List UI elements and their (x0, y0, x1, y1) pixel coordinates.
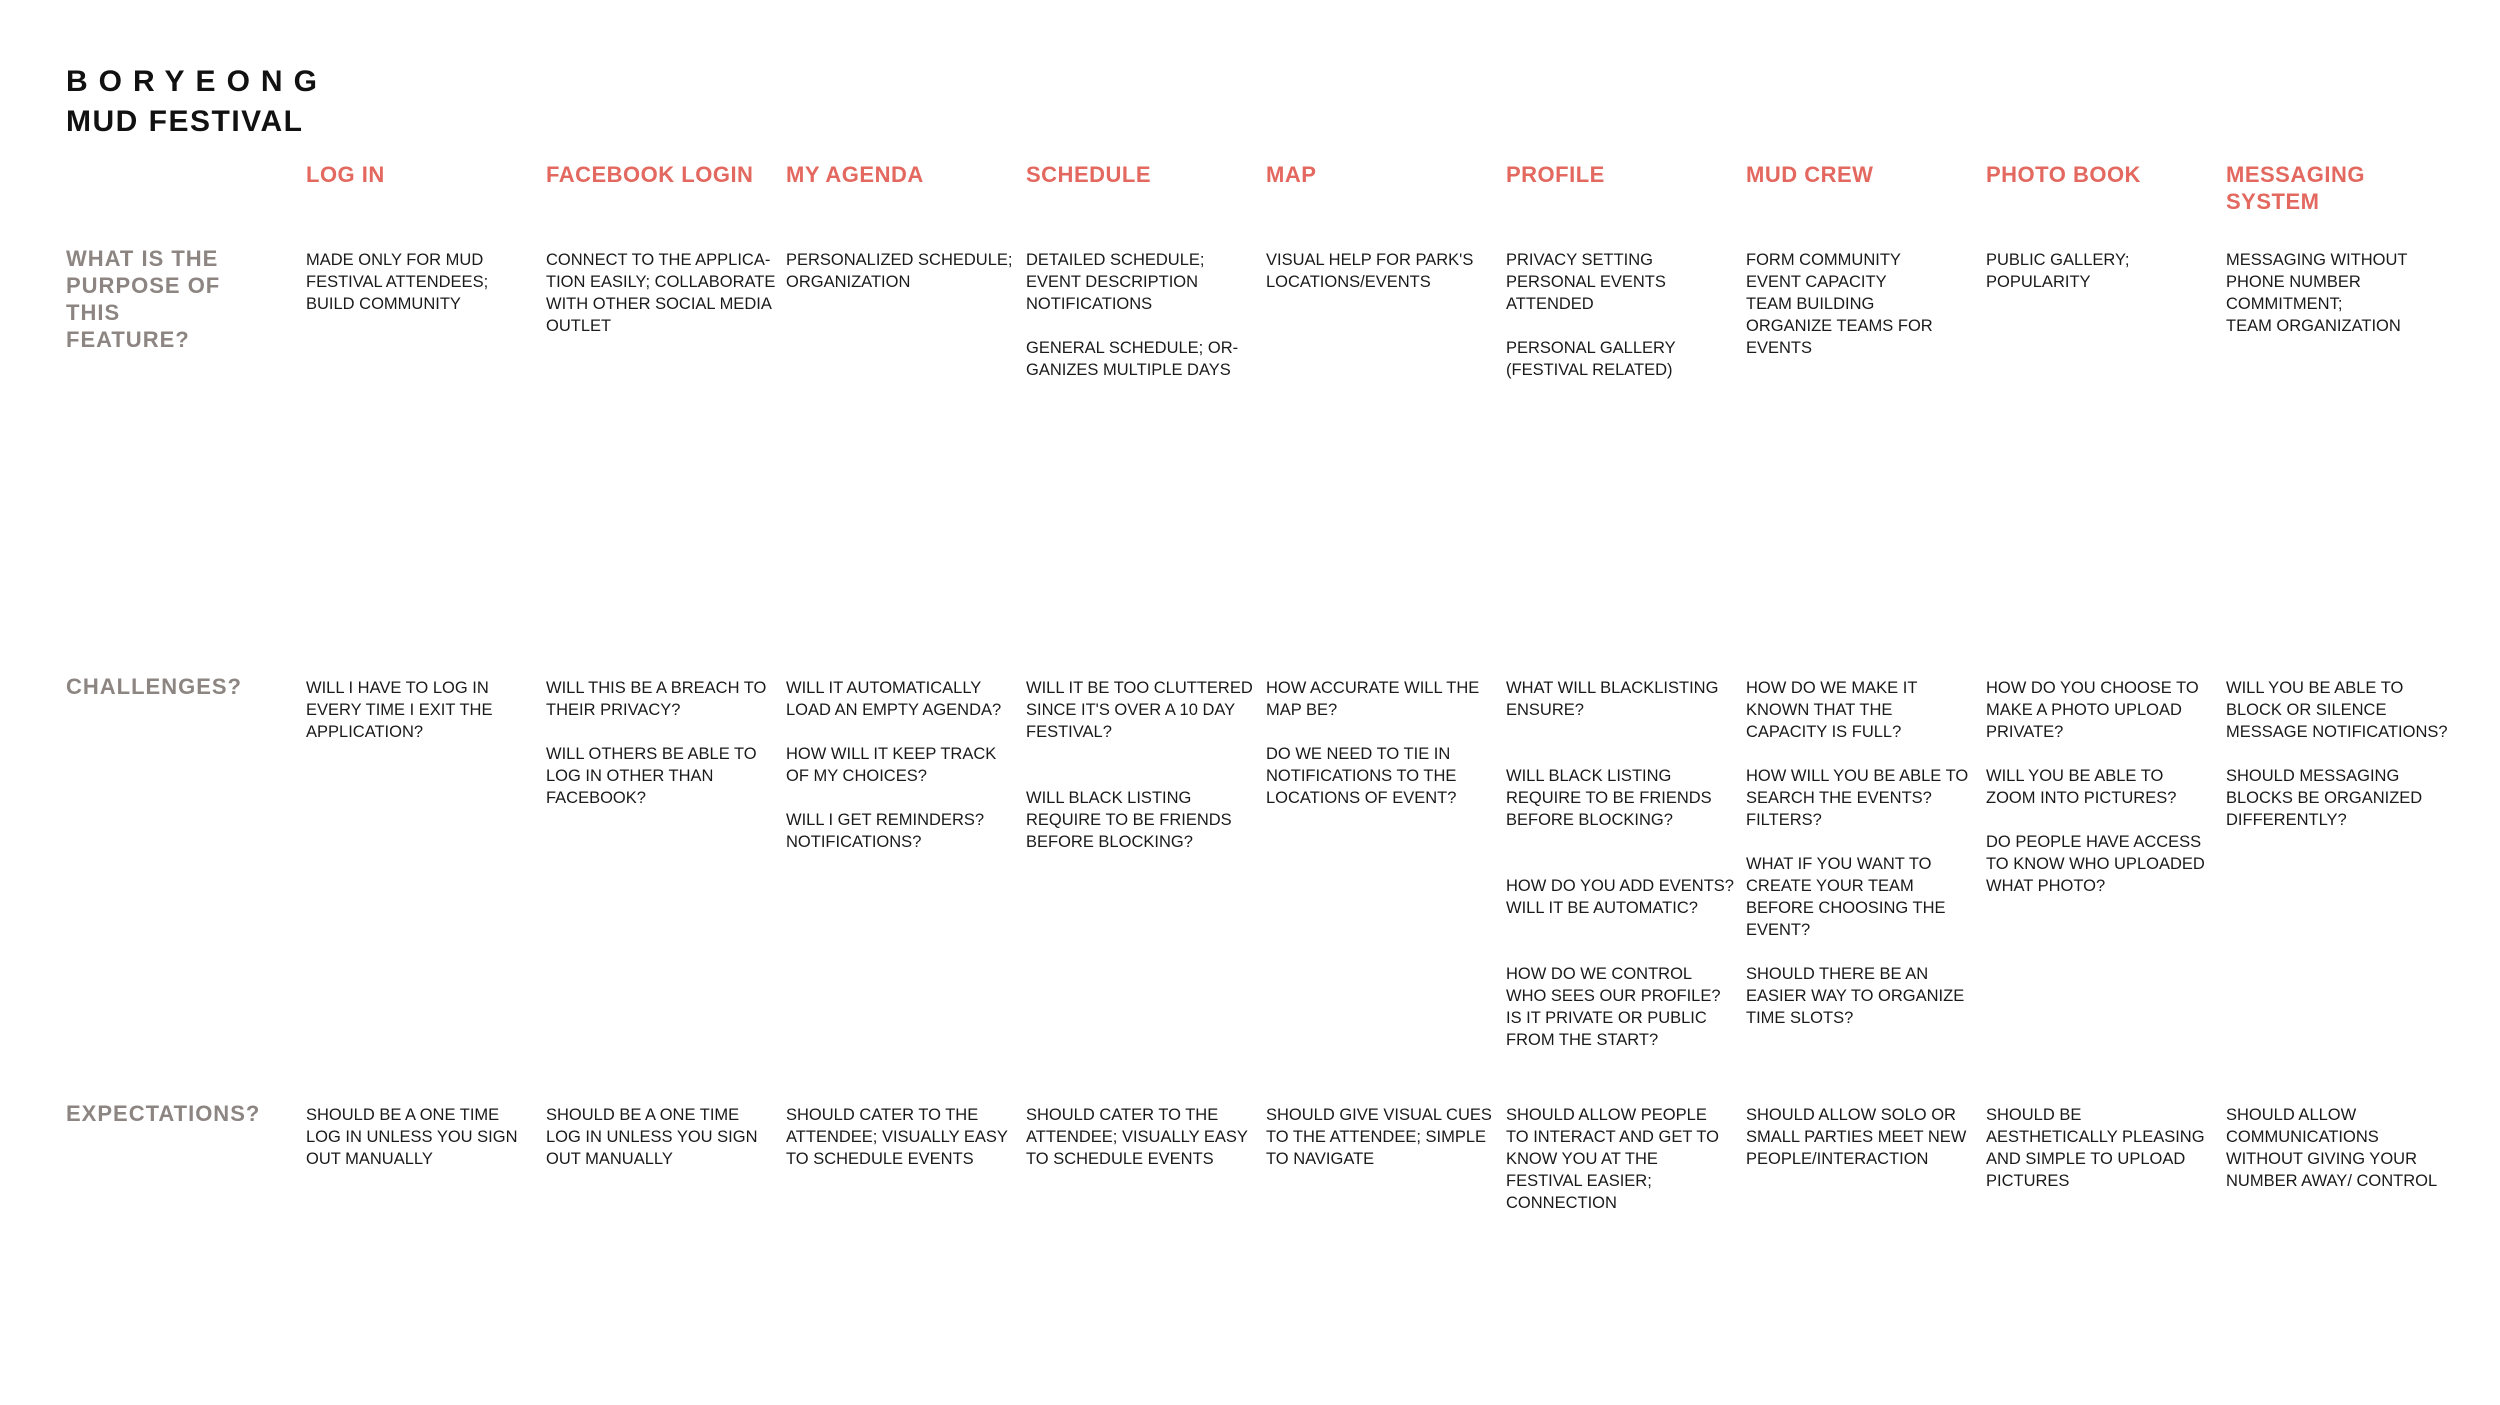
row-label-expectations: EXPECTATIONS? (66, 1101, 261, 1126)
cell-paragraph: SHOULD GIVE VISUAL CUES TO THE ATTENDEE; SIMPLE TO NAVIGATE (1266, 1106, 1492, 1168)
column-heading-messaging-system: MESSAGING SYSTEM (2226, 162, 2365, 214)
cell-challenges-facebook-login (546, 677, 776, 809)
cell-purpose-mud-crew (1746, 249, 1976, 359)
cell-paragraph: WHAT IF YOU WANT TO CREATE YOUR TEAM BEFORE CHOOSING THE EVENT? (1746, 855, 1946, 939)
cell-paragraph: HOW WILL IT KEEP TRACK OF MY CHOICES? (786, 745, 997, 785)
cell-paragraph: MADE ONLY FOR MUD FESTIVAL ATTENDEES; BUILD COMMUNITY (306, 251, 489, 313)
cell-paragraph: SHOULD CATER TO THE ATTENDEE; VISUALLY EASY TO SCHEDULE EVENTS (786, 1106, 1008, 1168)
title-line-1: BORYEONG (66, 65, 328, 98)
cell-paragraph: DO PEOPLE HAVE ACCESS TO KNOW WHO UPLOADED WHAT PHOTO? (1986, 833, 2205, 895)
cell-paragraph: WILL THIS BE A BREACH TO THEIR PRIVACY? (546, 679, 767, 719)
cell-paragraph: WILL I GET REMINDERS? NOTIFICATIONS? (786, 811, 985, 851)
column-heading-map: MAP (1266, 162, 1317, 187)
cell-purpose-profile (1506, 249, 1736, 381)
cell-expectations-mud-crew (1746, 1104, 1976, 1170)
cell-paragraph: HOW DO YOU CHOOSE TO MAKE A PHOTO UPLOAD PRIVATE? (1986, 679, 2199, 741)
page-title (66, 62, 328, 142)
cell-purpose-messaging-system (2226, 249, 2456, 337)
cell-expectations-map (1266, 1104, 1496, 1170)
cell-paragraph: DO WE NEED TO TIE IN NOTIFICATIONS TO THE LOCATIONS OF EVENT? (1266, 745, 1457, 807)
cell-paragraph: CONNECT TO THE APPLICA- TION EASILY; COLLABORATE WITH OTHER SOCIAL MEDIA OUTLET (546, 251, 776, 335)
column-heading-my-agenda: MY AGENDA (786, 162, 924, 187)
cell-paragraph: PERSONALIZED SCHEDULE; ORGANIZATION (786, 251, 1013, 291)
cell-challenges-messaging-system (2226, 677, 2456, 831)
row-label-purpose: WHAT IS THE PURPOSE OF THIS FEATURE? (66, 246, 221, 352)
cell-paragraph: SHOULD ALLOW COMMUNICATIONS WITHOUT GIVING YOUR NUMBER AWAY/ CONTROL (2226, 1106, 2438, 1190)
cell-paragraph: HOW DO WE MAKE IT KNOWN THAT THE CAPACITY IS FULL? (1746, 679, 1918, 741)
cell-paragraph: VISUAL HELP FOR PARK'S LOCATIONS/EVENTS (1266, 251, 1474, 291)
cell-paragraph: WILL I HAVE TO LOG IN EVERY TIME I EXIT THE APPLICATION? (306, 679, 493, 741)
cell-paragraph: WILL YOU BE ABLE TO BLOCK OR SILENCE MESSAGE NOTIFICATIONS? (2226, 679, 2448, 741)
cell-expectations-photo-book (1986, 1104, 2216, 1192)
cell-paragraph: HOW DO WE CONTROL WHO SEES OUR PROFILE? IS IT PRIVATE OR PUBLIC FROM THE START? (1506, 965, 1721, 1049)
cell-paragraph: SHOULD BE AESTHETICALLY PLEASING AND SIMPLE TO UPLOAD PICTURES (1986, 1106, 2205, 1190)
row-label-challenges: CHALLENGES? (66, 674, 242, 699)
cell-challenges-my-agenda (786, 677, 1016, 853)
column-heading-photo-book: PHOTO BOOK (1986, 162, 2141, 187)
cell-paragraph: SHOULD THERE BE AN EASIER WAY TO ORGANIZE TIME SLOTS? (1746, 965, 1965, 1027)
cell-paragraph: WILL BLACK LISTING REQUIRE TO BE FRIENDS BEFORE BLOCKING? (1026, 789, 1232, 851)
cell-expectations-facebook-login (546, 1104, 776, 1170)
cell-expectations-log-in (306, 1104, 536, 1170)
cell-challenges-schedule (1026, 677, 1256, 853)
cell-challenges-mud-crew (1746, 677, 1976, 1029)
cell-challenges-log-in (306, 677, 536, 743)
cell-paragraph: WILL OTHERS BE ABLE TO LOG IN OTHER THAN FACEBOOK? (546, 745, 757, 807)
cell-paragraph: DETAILED SCHEDULE; EVENT DESCRIPTION NOTIFICATIONS (1026, 251, 1205, 313)
cell-expectations-messaging-system (2226, 1104, 2456, 1192)
cell-paragraph: WILL YOU BE ABLE TO ZOOM INTO PICTURES? (1986, 767, 2177, 807)
cell-paragraph: FORM COMMUNITY EVENT CAPACITY TEAM BUILDING ORGANIZE TEAMS FOR EVENTS (1746, 251, 1933, 357)
cell-paragraph: WILL IT AUTOMATICALLY LOAD AN EMPTY AGENDA? (786, 679, 1002, 719)
cell-paragraph: WILL IT BE TOO CLUTTERED SINCE IT'S OVER A 10 DAY FESTIVAL? (1026, 679, 1253, 741)
cell-purpose-map (1266, 249, 1496, 293)
cell-paragraph: SHOULD BE A ONE TIME LOG IN UNLESS YOU SIGN OUT MANUALLY (546, 1106, 758, 1168)
column-heading-log-in: LOG IN (306, 162, 385, 187)
column-heading-profile: PROFILE (1506, 162, 1605, 187)
cell-purpose-photo-book (1986, 249, 2216, 293)
title-line-2: MUD FESTIVAL (66, 105, 304, 138)
column-heading-facebook-login: FACEBOOK LOGIN (546, 162, 754, 187)
cell-challenges-profile (1506, 677, 1736, 1051)
cell-paragraph: MESSAGING WITHOUT PHONE NUMBER COMMITMENT; TEAM ORGANIZATION (2226, 251, 2408, 335)
cell-expectations-my-agenda (786, 1104, 1016, 1170)
cell-purpose-schedule (1026, 249, 1256, 381)
column-heading-schedule: SCHEDULE (1026, 162, 1152, 187)
cell-paragraph: SHOULD CATER TO THE ATTENDEE; VISUALLY EASY TO SCHEDULE EVENTS (1026, 1106, 1248, 1168)
cell-purpose-my-agenda (786, 249, 1016, 293)
cell-paragraph: HOW WILL YOU BE ABLE TO SEARCH THE EVENTS? FILTERS? (1746, 767, 1969, 829)
cell-expectations-profile (1506, 1104, 1736, 1214)
cell-paragraph: WILL BLACK LISTING REQUIRE TO BE FRIENDS BEFORE BLOCKING? (1506, 767, 1712, 829)
cell-challenges-map (1266, 677, 1496, 809)
column-heading-mud-crew: MUD CREW (1746, 162, 1874, 187)
cell-purpose-facebook-login (546, 249, 776, 337)
cell-challenges-photo-book (1986, 677, 2216, 897)
cell-paragraph: HOW ACCURATE WILL THE MAP BE? (1266, 679, 1480, 719)
cell-paragraph: HOW DO YOU ADD EVENTS? WILL IT BE AUTOMATIC? (1506, 877, 1734, 917)
cell-paragraph: SHOULD MESSAGING BLOCKS BE ORGANIZED DIFFERENTLY? (2226, 767, 2423, 829)
cell-paragraph: PERSONAL GALLERY (FESTIVAL RELATED) (1506, 339, 1676, 379)
cell-purpose-log-in (306, 249, 536, 315)
cell-paragraph: SHOULD BE A ONE TIME LOG IN UNLESS YOU SIGN OUT MANUALLY (306, 1106, 518, 1168)
cell-paragraph: SHOULD ALLOW PEOPLE TO INTERACT AND GET TO KNOW YOU AT THE FESTIVAL EASIER; CONNECTION (1506, 1106, 1720, 1212)
cell-paragraph: WHAT WILL BLACKLISTING ENSURE? (1506, 679, 1719, 719)
cell-paragraph: SHOULD ALLOW SOLO OR SMALL PARTIES MEET NEW PEOPLE/INTERACTION (1746, 1106, 1967, 1168)
cell-paragraph: GENERAL SCHEDULE; OR- GANIZES MULTIPLE DAYS (1026, 339, 1239, 379)
cell-expectations-schedule (1026, 1104, 1256, 1170)
cell-paragraph: PUBLIC GALLERY; POPULARITY (1986, 251, 2130, 291)
cell-paragraph: PRIVACY SETTING PERSONAL EVENTS ATTENDED (1506, 251, 1666, 313)
